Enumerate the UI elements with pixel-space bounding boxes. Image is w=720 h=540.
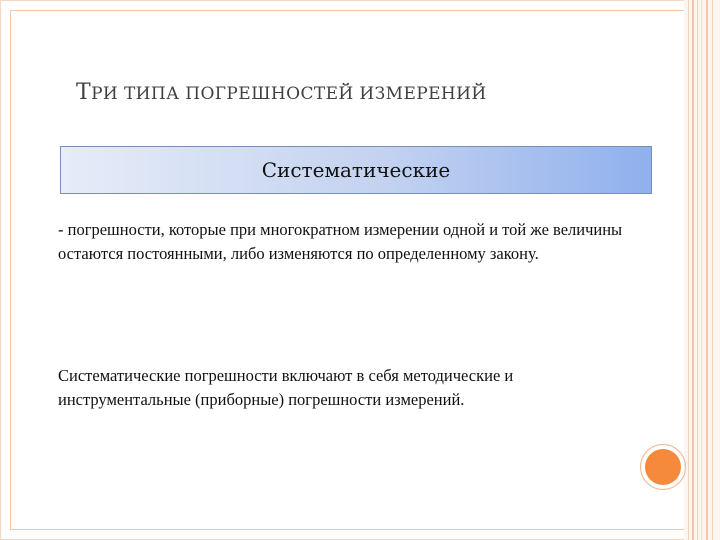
slide-title-rest: РИ ТИПА ПОГРЕШНОСТЕЙ ИЗМЕРЕНИЙ [91,84,487,104]
section-banner [60,146,652,194]
definition-paragraph: - погрешности, которые при многократном измерении одной и той же величины остаются постоянными, либо изменяются по определенному закону. [58,220,623,263]
decorative-stripe [706,0,708,540]
slide-title [76,80,487,105]
decorative-orange-circle [645,449,681,485]
decorative-stripe [701,0,702,540]
slide-title-initial: Т [76,80,92,105]
decorative-stripe [688,0,689,540]
decorative-stripe [697,0,698,540]
decorative-stripe [692,0,694,540]
section-banner-label: Систематические [261,158,451,182]
decorative-stripe [712,0,713,540]
decorative-stripe-band [684,0,720,540]
composition-paragraph: Систематические погрешности включают в себя методические и инструментальные (приборные) погрешности измерений. [58,366,514,409]
